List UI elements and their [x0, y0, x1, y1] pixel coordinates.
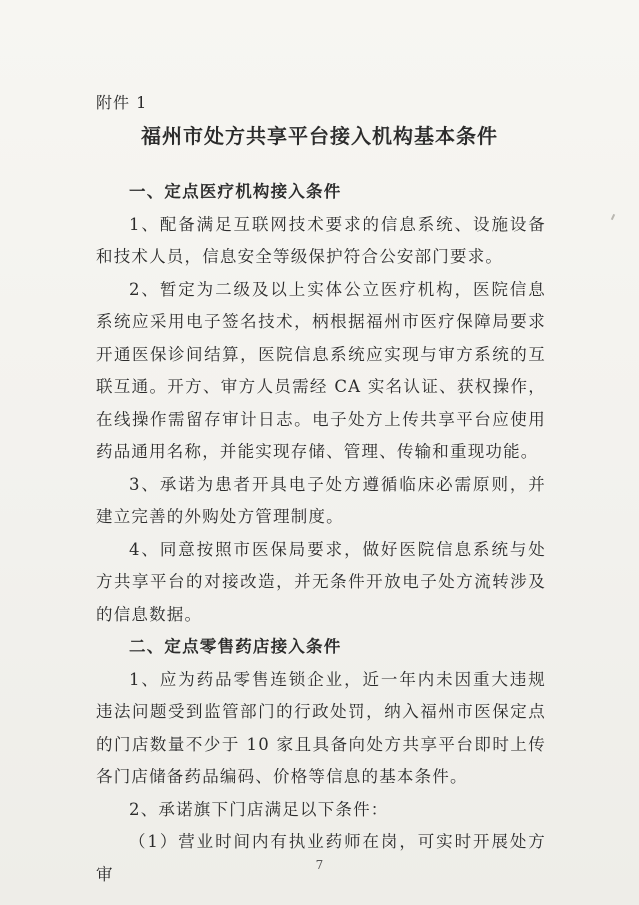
paragraph: 1、配备满足互联网技术要求的信息系统、设施设备和技术人员，信息安全等级保护符合公安部门要求。 — [96, 214, 546, 266]
section-heading: 一、定点医疗机构接入条件 — [129, 182, 342, 201]
paragraph: 2、承诺旗下门店满足以下条件： — [129, 799, 389, 819]
paragraph: 3、承诺为患者开具电子处方遵循临床必需原则，并建立完善的外购处方管理制度。 — [96, 474, 546, 526]
document-body — [96, 176, 546, 891]
paragraph: 2、暂定为二级及以上实体公立医疗机构，医院信息系统应采用电子签名技术，柄根据福州市医疗保障局要求开通医保诊间结算，医院信息系统应实现与审方系统的互联互通。开方、审方人员需经 CA 实名认证、获权操作，在线操作需留存审计日志。电子处方上传共享平台应使用药品通用名称，并能实现存储、管理、传输和重现功能。 — [96, 279, 546, 461]
scan-speck — [611, 214, 615, 220]
page-number: 7 — [315, 858, 324, 872]
section-heading: 二、定点零售药店接入条件 — [129, 637, 342, 656]
paragraph: （1）营业时间内有执业药师在岗，可实时开展处方审 — [96, 832, 546, 884]
document-title: 福州市处方共享平台接入机构基本条件 — [141, 124, 498, 148]
paragraph: 1、应为药品零售连锁企业，近一年内未因重大违规违法问题受到监管部门的行政处罚，纳入福州市医保定点的门店数量不少于 10 家且具备向处方共享平台即时上传各门店储备药品编码、价格等信息的基本条件。 — [96, 669, 546, 786]
paragraph: 4、同意按照市医保局要求，做好医院信息系统与处方共享平台的对接改造，并无条件开放电子处方流转涉及的信息数据。 — [96, 539, 546, 624]
attachment-label: 附件 1 — [96, 93, 148, 112]
